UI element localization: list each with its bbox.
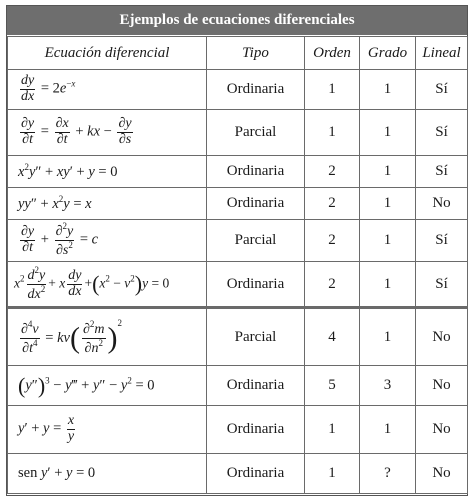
- header-linear: Lineal: [416, 37, 468, 70]
- degree-cell: 1: [360, 308, 416, 366]
- header-degree: Grado: [360, 37, 416, 70]
- type-cell: Ordinaria: [207, 156, 305, 188]
- table-row: [8, 188, 468, 220]
- degree-cell: 3: [360, 366, 416, 406]
- linear-cell: Sí: [416, 220, 468, 262]
- order-cell: 1: [305, 110, 360, 156]
- degree-cell: 1: [360, 406, 416, 454]
- equation-cell: $x^2y'' + xy' + y = 0$: [8, 156, 207, 188]
- equation-cell: $\frac{dy}{dx}$ = $2e^{-x}$: [8, 70, 207, 110]
- type-cell: Parcial: [207, 220, 305, 262]
- type-cell: Ordinaria: [207, 366, 305, 406]
- type-cell: Parcial: [207, 110, 305, 156]
- linear-cell: No: [416, 366, 468, 406]
- table-row: [8, 262, 468, 308]
- linear-cell: Sí: [416, 156, 468, 188]
- equation-cell: $\frac{\partial^4v}{\partial t^4}$ = kv( $\frac{\partial^2m}{\partial n^2}$ )$^2$: [8, 308, 207, 366]
- degree-cell: 1: [360, 220, 416, 262]
- table-row: [8, 110, 468, 156]
- linear-cell: Sí: [416, 110, 468, 156]
- order-cell: 4: [305, 308, 360, 366]
- type-cell: Ordinaria: [207, 406, 305, 454]
- order-cell: 2: [305, 220, 360, 262]
- linear-cell: Sí: [416, 70, 468, 110]
- linear-cell: No: [416, 308, 468, 366]
- degree-cell: ?: [360, 454, 416, 494]
- table-row: [8, 156, 468, 188]
- equation-cell: $(y'')^3$ − y‴ + $y'' - y^2 = 0$: [8, 366, 207, 406]
- degree-cell: 1: [360, 70, 416, 110]
- linear-cell: No: [416, 454, 468, 494]
- degree-cell: 1: [360, 156, 416, 188]
- equations-table: [7, 36, 468, 494]
- type-cell: Parcial: [207, 308, 305, 366]
- equation-cell: y′ + y = $\frac{x}{y}$: [8, 406, 207, 454]
- linear-cell: No: [416, 406, 468, 454]
- degree-cell: 1: [360, 110, 416, 156]
- table-title: Ejemplos de ecuaciones diferenciales: [7, 6, 467, 35]
- linear-cell: No: [416, 188, 468, 220]
- header-type: Tipo: [207, 37, 305, 70]
- order-cell: 2: [305, 262, 360, 308]
- order-cell: 2: [305, 188, 360, 220]
- table-row: [8, 366, 468, 406]
- equations-table-frame: [6, 5, 468, 496]
- degree-cell: 1: [360, 262, 416, 308]
- table-row: [8, 308, 468, 366]
- type-cell: Ordinaria: [207, 70, 305, 110]
- table-row: [8, 220, 468, 262]
- type-cell: Ordinaria: [207, 188, 305, 220]
- order-cell: 1: [305, 70, 360, 110]
- equation-cell: $\frac{\partial y}{\partial t}$ + $\frac{\partial^2y}{\partial s^2}$ = c: [8, 220, 207, 262]
- table-row: [8, 454, 468, 494]
- degree-cell: 1: [360, 188, 416, 220]
- header-row: [8, 37, 468, 70]
- header-equation: Ecuación diferencial: [8, 37, 207, 70]
- linear-cell: Sí: [416, 262, 468, 308]
- order-cell: 1: [305, 406, 360, 454]
- equation-cell: $x^2$ $\frac{d^2y}{dx^2}$ + x $\frac{dy}{dx}$ $+(x^2 - v^2)y = 0$: [8, 262, 207, 308]
- equation-cell: sen y′ + y = 0: [8, 454, 207, 494]
- header-order: Orden: [305, 37, 360, 70]
- equation-cell: $yy'' + x^2y = x$: [8, 188, 207, 220]
- order-cell: 2: [305, 156, 360, 188]
- order-cell: 5: [305, 366, 360, 406]
- type-cell: Ordinaria: [207, 262, 305, 308]
- table-row: [8, 406, 468, 454]
- table-row: [8, 70, 468, 110]
- order-cell: 1: [305, 454, 360, 494]
- type-cell: Ordinaria: [207, 454, 305, 494]
- equation-cell: $\frac{\partial y}{\partial t}$ = $\frac{\partial x}{\partial t}$ + kx − $\frac{\partial y}{\partial s}$: [8, 110, 207, 156]
